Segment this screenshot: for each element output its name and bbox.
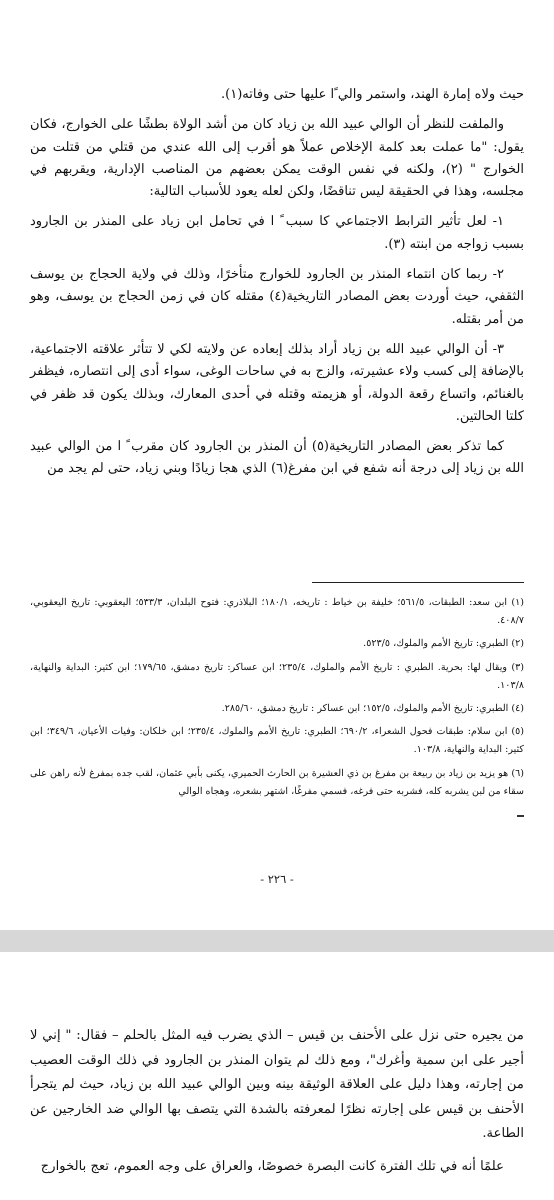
footnote-3: (٣) ويقال لها: بحرية. الطبري : تاريخ الأمم والملوك، ٢٣٥/٤؛ ابن عساكر: تاريخ دمشق، ١٧٩/٦٥؛ ابن كثير: البداية والنهاية، ١٠٣/٨. [30,661,524,691]
footnote-separator [312,582,524,583]
footnote-4: (٤) الطبري: تاريخ الأمم والملوك، ١٥٢/٥؛ ابن عساكر : تاريخ دمشق، ٢٨٥/٦٠. [221,703,524,715]
footnote-5: (٥) ابن سلام: طبقات فحول الشعراء، ٦٩٠/٢؛ الطبري: تاريخ الأمم والملوك، ٢٣٥/٤؛ ابن خلكان: وفيات الأعيان، ٣٤٩/٦؛ ابن كثير: البداية والنهاية، ١٠٣/٨. [30,726,525,756]
main-text [30,84,524,489]
list-item-3: ٣- أن الوالي عبيد الله بن زياد أراد بذلك إبعاده عن ولايته لكي لا تتأثر علاقته الاجتماعية، بالإضافة إلى كسب ولاء عشيرته، والزج به في ساحات الوغى، سواء أدى إلى انتصاره، فيظفر بالغنائم، واتساع رقعة الدولة، أو هزيمته وقتله في أحدى المعارك، وبذلك يكون قد ظفر في كلتا الحالتين. [30,341,524,424]
main-text-page-2 [30,1024,524,1187]
footnote-1: (١) ابن سعد: الطبقات، ٥٦١/٥؛ خليفة بن خياط : تاريخه، ١٨٠/١؛ البلاذري: فتوح البلدان، ٥٣٣/٣؛ اليعقوبي: تاريخ اليعقوبي، ٤٠٨/٧. [30,597,524,627]
footnotes [30,594,524,824]
footnote-2: (٢) الطبري: تاريخ الأمم والملوك، ٥٢٣/٥. [363,638,524,650]
paragraph-1: من يجيره حتى نزل على الأحنف بن قيس – الذي يضرب فيه المثل بالحلم – فقال: " إني لا أجير على ابن سمية وأغرك"، ومع ذلك لم يتوان المنذر بن الجارود في ذلك الوقت العصيب من إجارته، وهذا دليل على العلاقة الوثيقة بينه وبين الوالي عبيد الله بن زياد، حيث لم يتجرأ الأحنف بن قيس على إجارته نظرًا لمعرفته بالشدة التي يتصف بها الوالي ضد الخارجين عن الطاعة. [30,1028,524,1141]
paragraph-1: حيث ولاه إمارة الهند، واستمر والي ًا عليها حتى وفاته(١). [221,87,524,102]
paragraph-2: علمًا أنه في تلك الفترة كانت البصرة خصوصًا، والعراق على وجه العموم، تعج بالخوارج [40,1158,504,1174]
paragraph-2: والملفت للنظر أن الوالي عبيد الله بن زياد كان من أشد الولاة بطشًا على الخوارج، فكان يقول: "ما عملت بعد كلمة الإخلاص عملاً هو أقرب إلى الله عندي من قتلي من قتلت من الخوارج " (٢)، ولكنه في نفس الوقت يمكن بعضهم من المناصب الإدارية، ويقربهم في مجلسه، وهذا في الحقيقة ليس تناقضًا، ولكن لعله يعود للأسباب التالية: [30,117,524,200]
list-item-2: ٢- ربما كان انتماء المنذر بن الجارود للخوارج متأخرًا، وذلك في ولاية الحجاج بن يوسف الثقفي، حيث أوردت بعض المصادر التاريخية(٤) مقتله كان في زمن الحجاج بن يوسف، وهو من أمر بقتله. [30,267,524,327]
paragraph-3: كما تذكر بعض المصادر التاريخية(٥) أن المنذر بن الجارود كان مقرب ً ا من الوالي عبيد الله بن زياد إلى درجة أنه شفع في ابن مفرغ(٦) الذي هجا زيادًا وبني زياد، حتى لم يجد من [30,439,524,477]
page-gap [0,930,554,952]
document-page-227 [0,952,554,1200]
footnote-6: (٦) هو يزيد بن زياد بن ربيعة بن مفرغ بن ذي العشيرة بن الحارث الحميري، يكنى بأبي عثمان، لقب جده بمفرغ لأنه راهن على سقاء من لبن يشربه كله، فشربه حتى فرغه، فسمي مفرغًا، اشتهر بشعره، وهجاه الوالي [30,767,524,797]
footnote-continuation-mark [30,806,524,824]
page-number: - ٢٢٦ - [260,872,294,886]
list-item-1: ١- لعل تأثير الترابط الاجتماعي كا سبب ً ا في تحامل ابن زياد على المنذر بن الجارود بسبب زواجه من ابنته (٣). [30,214,524,252]
